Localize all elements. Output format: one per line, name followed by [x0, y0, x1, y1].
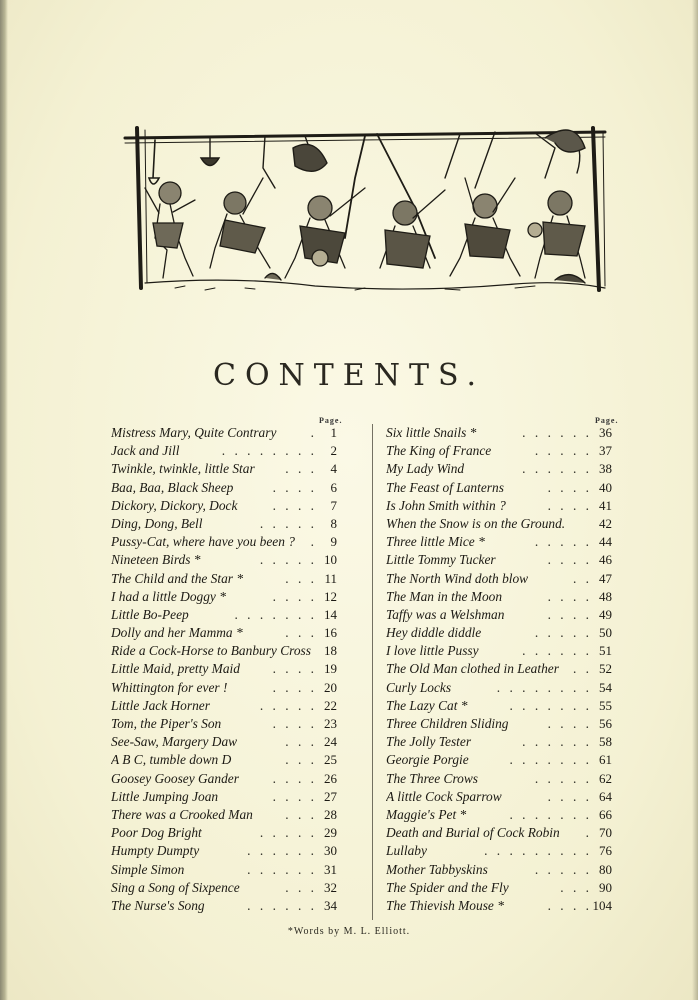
entry-page-number: 34: [324, 897, 337, 913]
entry-page-number: 46: [599, 552, 612, 568]
entry-page-number: 61: [599, 752, 612, 768]
entry-leader-dots: .: [310, 534, 317, 550]
entry-page-number: 104: [592, 897, 612, 913]
entry-leader-dots: . . . . . .: [522, 643, 592, 659]
entry-leader-dots: . .: [572, 661, 592, 677]
contents-entry: [386, 624, 612, 642]
contents-entry: [386, 679, 612, 697]
contents-entry: [386, 751, 612, 769]
entry-leader-dots: . . . .: [547, 552, 592, 568]
entry-title: Taffy was a Welshman: [386, 606, 505, 622]
entry-leader-dots: . . . . . .: [522, 425, 592, 440]
entry-page-number: 51: [599, 643, 612, 659]
entry-title: Mother Tabbyskins: [386, 861, 488, 877]
contents-entry: [386, 551, 612, 569]
entry-title: Is John Smith within ?: [386, 497, 506, 513]
entry-leader-dots: . . . . .: [259, 552, 317, 568]
entry-title: Georgie Porgie: [386, 752, 469, 768]
entry-page-number: 66: [599, 806, 612, 822]
entry-page-number: 38: [599, 461, 612, 477]
entry-leader-dots: . . . .: [547, 788, 592, 804]
entry-leader-dots: .: [310, 425, 317, 440]
entry-leader-dots: . . . . .: [534, 534, 592, 550]
entry-title: The Thievish Mouse *: [386, 897, 504, 913]
page-column-label-right: Page.: [595, 416, 619, 425]
entry-title: Poor Dog Bright: [111, 825, 202, 841]
contents-entry: [386, 588, 612, 606]
entry-title: Little Bo-Peep: [111, 606, 189, 622]
contents-heading: CONTENTS.: [213, 358, 485, 393]
entry-page-number: 29: [324, 825, 337, 841]
entry-title: When the Snow is on the Ground.: [386, 515, 566, 531]
entry-leader-dots: . .: [572, 570, 592, 586]
entry-title: Death and Burial of Cock Robin: [386, 825, 560, 841]
entry-page-number: 25: [324, 752, 337, 768]
entry-title: The King of France: [386, 443, 492, 459]
entry-title: Lullaby: [386, 843, 427, 859]
contents-list-right: [386, 424, 612, 915]
contents-entry: [386, 806, 612, 824]
entry-leader-dots: . . . . .: [534, 861, 592, 877]
entry-title: Pussy-Cat, where have you been ?: [111, 534, 295, 550]
entry-page-number: 8: [330, 515, 337, 531]
contents-entry: [386, 842, 612, 860]
entry-leader-dots: . . . .: [272, 661, 317, 677]
contents-list-left: [111, 424, 337, 915]
entry-title: Little Jumping Joan: [111, 788, 219, 804]
contents-entry: [111, 570, 337, 588]
entry-leader-dots: . . . . . . .: [509, 806, 592, 822]
entry-page-number: 44: [599, 534, 612, 550]
entry-title: The Feast of Lanterns: [386, 479, 504, 495]
entry-page-number: 47: [599, 570, 612, 586]
contents-entry: [111, 751, 337, 769]
entry-leader-dots: . . . .: [547, 497, 592, 513]
entry-title: A B C, tumble down D: [111, 752, 232, 768]
contents-entry: [111, 824, 337, 842]
entry-leader-dots: . . . . . .: [247, 861, 317, 877]
entry-page-number: 62: [599, 770, 612, 786]
contents-entry: [386, 570, 612, 588]
entry-leader-dots: . . . . . .: [247, 897, 317, 913]
contents-entry: [386, 715, 612, 733]
contents-entry: [111, 660, 337, 678]
contents-entry: [386, 788, 612, 806]
entry-leader-dots: . . . .: [272, 479, 317, 495]
contents-entry: [386, 533, 612, 551]
contents-entry: [111, 533, 337, 551]
entry-page-number: 9: [330, 534, 337, 550]
contents-entry: [386, 861, 612, 879]
entry-page-number: 42: [599, 515, 612, 531]
entry-title: Three little Mice *: [386, 534, 485, 550]
entry-leader-dots: . . . .: [272, 716, 317, 731]
entry-leader-dots: . . . .: [547, 897, 592, 913]
entry-page-number: 26: [324, 770, 337, 786]
contents-entry: [386, 824, 612, 842]
entry-title: Baa, Baa, Black Sheep: [111, 479, 234, 495]
entry-title: The Jolly Tester: [386, 734, 472, 750]
entry-title: The Three Crows: [386, 770, 479, 786]
contents-entry: [386, 770, 612, 788]
entry-page-number: 6: [330, 479, 337, 495]
contents-entry: [386, 497, 612, 515]
entry-title: Twinkle, twinkle, little Star: [111, 461, 255, 477]
entry-page-number: 28: [324, 806, 337, 822]
entry-title: See-Saw, Margery Daw: [111, 734, 238, 750]
entry-page-number: 90: [599, 879, 612, 895]
entry-page-number: 70: [599, 825, 612, 841]
entry-title: The Child and the Star *: [111, 570, 244, 586]
contents-entry: [386, 879, 612, 897]
contents-entry: [386, 442, 612, 460]
entry-title: The Man in the Moon: [386, 588, 503, 604]
entry-page-number: 12: [324, 588, 337, 604]
page-binding-shadow: [0, 0, 8, 1000]
entry-leader-dots: . . . .: [547, 588, 592, 604]
entry-title: The Spider and the Fly: [386, 879, 509, 895]
entry-page-number: 27: [324, 788, 337, 804]
contents-entry: [111, 460, 337, 478]
contents-entry: [111, 624, 337, 642]
contents-entry: [111, 588, 337, 606]
entry-title: My Lady Wind: [386, 461, 465, 477]
entry-leader-dots: . . . . .: [259, 825, 317, 841]
contents-entry: [111, 788, 337, 806]
entry-leader-dots: . . . .: [547, 606, 592, 622]
contents-entry: [111, 642, 337, 660]
entry-leader-dots: . . .: [285, 752, 317, 768]
entry-leader-dots: . . . . .: [534, 625, 592, 641]
entry-leader-dots: . . .: [285, 879, 317, 895]
contents-entry: [111, 697, 337, 715]
entry-page-number: 80: [599, 861, 612, 877]
entry-page-number: 20: [324, 679, 337, 695]
entry-leader-dots: . . . . . .: [522, 461, 592, 477]
entry-title: Ding, Dong, Bell: [111, 515, 203, 531]
entry-leader-dots: . . .: [285, 570, 317, 586]
entry-leader-dots: . . .: [285, 461, 317, 477]
entry-title: The North Wind doth blow: [386, 570, 529, 586]
contents-entry: [386, 460, 612, 478]
entry-page-number: 37: [599, 443, 612, 459]
entry-page-number: 64: [599, 788, 612, 804]
page-column-label-left: Page.: [319, 416, 343, 425]
entry-title: Mistress Mary, Quite Contrary: [111, 425, 277, 440]
entry-title: Dolly and her Mamma *: [111, 625, 243, 641]
entry-page-number: 16: [324, 625, 337, 641]
entry-title: Dickory, Dickory, Dock: [111, 497, 238, 513]
entry-page-number: 24: [324, 734, 337, 750]
entry-leader-dots: . . . . . . .: [509, 752, 592, 768]
entry-page-number: 41: [599, 497, 612, 513]
contents-entry: [111, 897, 337, 915]
entry-page-number: 31: [324, 861, 337, 877]
headpiece-illustration: [115, 118, 615, 298]
contents-entry: [111, 861, 337, 879]
footnote: *Words by M. L. Elliott.: [287, 926, 411, 937]
entry-leader-dots: . . .: [560, 879, 592, 895]
contents-entry: [111, 679, 337, 697]
entry-leader-dots: . . . . . . . . .: [484, 843, 592, 859]
entry-page-number: 7: [330, 497, 337, 513]
contents-entry: [386, 606, 612, 624]
entry-leader-dots: . . . . . .: [247, 843, 317, 859]
entry-page-number: 1: [330, 425, 337, 440]
entry-title: Hey diddle diddle: [386, 625, 482, 641]
entry-title: Goosey Goosey Gander: [111, 770, 239, 786]
entry-leader-dots: . . .: [285, 734, 317, 750]
entry-title: Little Maid, pretty Maid: [111, 661, 240, 677]
entry-page-number: 10: [324, 552, 337, 568]
entry-title: Six little Snails *: [386, 425, 477, 440]
entry-title: I love little Pussy: [386, 643, 479, 659]
entry-page-number: 23: [324, 716, 337, 731]
entry-leader-dots: . . . .: [272, 770, 317, 786]
entry-leader-dots: . . . . .: [259, 515, 317, 531]
contents-entry: [111, 606, 337, 624]
contents-entry: [386, 515, 612, 533]
contents-entry: [111, 424, 337, 442]
entry-leader-dots: . . . .: [272, 679, 317, 695]
entry-title: Little Jack Horner: [111, 697, 210, 713]
entry-title: Nineteen Birds *: [111, 552, 201, 568]
entry-page-number: 40: [599, 479, 612, 495]
entry-page-number: 11: [324, 570, 337, 586]
entry-leader-dots: . . . . . .: [522, 734, 592, 750]
contents-entry: [111, 842, 337, 860]
entry-page-number: 19: [324, 661, 337, 677]
entry-title: Sing a Song of Sixpence: [111, 879, 240, 895]
entry-leader-dots: .: [585, 825, 592, 841]
entry-title: The Nurse's Song: [111, 897, 205, 913]
entry-page-number: 49: [599, 606, 612, 622]
contents-entry: [386, 897, 612, 915]
entry-page-number: 14: [324, 606, 337, 622]
entry-leader-dots: . . .: [285, 625, 317, 641]
entry-title: There was a Crooked Man: [111, 806, 253, 822]
contents-entry: [111, 442, 337, 460]
entry-title: Whittington for ever !: [111, 679, 228, 695]
entry-title: The Lazy Cat *: [386, 697, 468, 713]
entry-page-number: 54: [599, 679, 612, 695]
entry-leader-dots: . . . .: [272, 588, 317, 604]
entry-page-number: 52: [599, 661, 612, 677]
entry-title: Simple Simon: [111, 861, 185, 877]
entry-title: A little Cock Sparrow: [386, 788, 502, 804]
entry-page-number: 2: [330, 443, 337, 459]
contents-entry: [111, 497, 337, 515]
contents-entry: [386, 733, 612, 751]
entry-title: Humpty Dumpty: [111, 843, 200, 859]
contents-entry: [386, 660, 612, 678]
entry-page-number: 76: [599, 843, 612, 859]
entry-title: Jack and Jill: [111, 443, 180, 459]
entry-page-number: 30: [324, 843, 337, 859]
entry-page-number: 55: [599, 697, 612, 713]
entry-title: Ride a Cock-Horse to Banbury Cross: [111, 643, 311, 659]
entry-title: The Old Man clothed in Leather: [386, 661, 559, 677]
entry-page-number: 56: [599, 716, 612, 731]
entry-leader-dots: . . . . . . .: [509, 697, 592, 713]
entry-page-number: 22: [324, 697, 337, 713]
contents-entry: [386, 697, 612, 715]
entry-page-number: 18: [324, 643, 337, 659]
entry-leader-dots: . . . .: [547, 716, 592, 731]
contents-entry: [111, 551, 337, 569]
contents-entry: [386, 424, 612, 442]
contents-entry: [111, 733, 337, 751]
entry-title: Curly Locks: [386, 679, 452, 695]
entry-page-number: 58: [599, 734, 612, 750]
entry-leader-dots: . . . . .: [259, 697, 317, 713]
page-edge-shadow: [692, 0, 698, 1000]
entry-page-number: 36: [599, 425, 612, 440]
entry-leader-dots: . . . .: [272, 788, 317, 804]
entry-leader-dots: . . . . . . . .: [496, 679, 592, 695]
contents-entry: [111, 879, 337, 897]
entry-title: Little Tommy Tucker: [386, 552, 496, 568]
entry-page-number: 32: [324, 879, 337, 895]
contents-entry: [111, 515, 337, 533]
contents-entry: [111, 715, 337, 733]
entry-page-number: 48: [599, 588, 612, 604]
entry-title: Three Children Sliding: [386, 716, 509, 731]
entry-title: Tom, the Piper's Son: [111, 716, 222, 731]
contents-entry: [111, 806, 337, 824]
entry-leader-dots: . . . . . . . .: [221, 443, 317, 459]
entry-leader-dots: . . . . .: [534, 443, 592, 459]
entry-leader-dots: . . . . .: [534, 770, 592, 786]
entry-title: Maggie's Pet *: [386, 806, 467, 822]
entry-title: I had a little Doggy *: [111, 588, 226, 604]
entry-leader-dots: . . .: [285, 806, 317, 822]
contents-entry: [111, 770, 337, 788]
contents-entry: [386, 642, 612, 660]
contents-entry: [386, 479, 612, 497]
entry-leader-dots: . . . .: [547, 479, 592, 495]
contents-entry: [111, 479, 337, 497]
column-divider: [372, 424, 373, 920]
entry-page-number: 4: [330, 461, 337, 477]
entry-leader-dots: . . . . . . .: [234, 606, 317, 622]
entry-leader-dots: . . . .: [272, 497, 317, 513]
entry-page-number: 50: [599, 625, 612, 641]
